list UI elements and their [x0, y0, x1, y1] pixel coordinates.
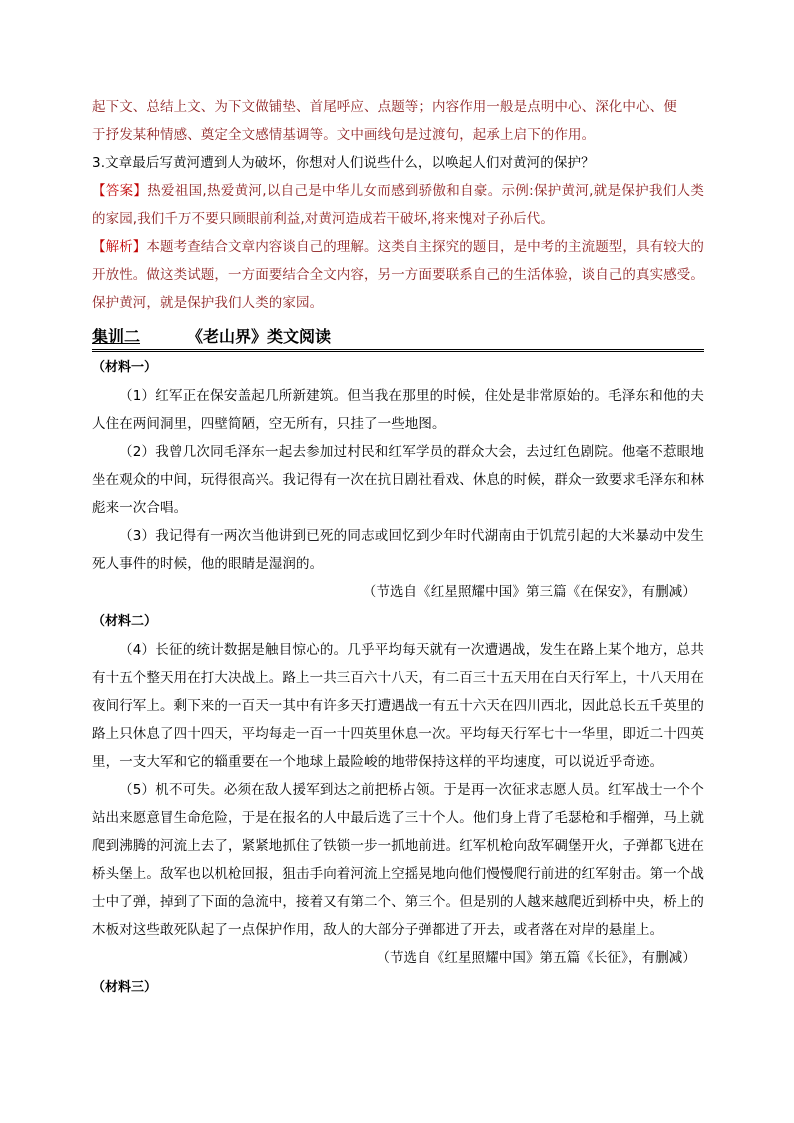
- analysis-continuation-line2: 于抒发某种情感、奠定全文感情基调等。文中画线句是过渡句，起承上启下的作用。: [92, 127, 596, 143]
- answer-text: 热爱祖国,热爱黄河,以自己是中华儿女而感到骄傲和自豪。示例:保护黄河,就是保护我们人类的家园,我们千万不要只顾眼前利益,对黄河造成若干破坏,将来愧对子孙后代。: [92, 183, 704, 227]
- paragraph-1: （1）红军正在保安盖起几所新建筑。但当我在那里的时候，住处是非常原始的。毛泽东和他的夫人住在两间洞里，四壁简陋，空无所有，只挂了一些地图。: [92, 388, 704, 432]
- paragraph-3: （3）我记得有一两次当他讲到已死的同志或回忆到少年时代湖南由于饥荒引起的大米暴动中发生死人事件的时候，他的眼睛是湿润的。: [92, 528, 704, 572]
- document-page: [92, 93, 704, 1002]
- section-number: 集训二: [92, 327, 141, 346]
- paragraph-2: （2）我曾几次同毛泽东一起去参加过村民和红军学员的群众大会，去过红色剧院。他毫不惹眼地坐在观众的中间，玩得很高兴。我记得有一次在抗日剧社看戏、休息的时候，群众一致要求毛泽东和林彪来一次合唱。: [92, 444, 704, 516]
- analysis-tag: 【解析】: [92, 239, 147, 255]
- answer-3: [92, 177, 704, 233]
- question-3: 3.文章最后写黄河遭到人为破坏，你想对人们说些什么，以唤起人们对黄河的保护？: [92, 155, 595, 171]
- material-1-source: （节选自《红星照耀中国》第三篇《在保安》，有删减）: [362, 584, 696, 600]
- section-heading: [92, 325, 704, 352]
- material-1-label: （材料一）: [92, 360, 158, 375]
- paragraph-4: （4）长征的统计数据是触目惊心的。几乎平均每天就有一次遭遇战，发生在路上某个地方，总共有十五个整天用在打大决战上。路上一共三百六十八天，有二百三十五天用在白天行军上，十八天用在夜间行军上。剩下来的一百天一其中有许多天打遭遇战一有五十六天在四川西北，因此总长五千英里的路上只休息了四十四天，平均每走一百一十四英里休息一次。平均每天行军七十一华里，即近二十四英里，一支大军和它的辎重要在一个地球上最险峻的地带保持这样的平均速度，可以说近乎奇迹。: [92, 642, 704, 770]
- paragraph-5: （5）机不可失。必须在敌人援军到达之前把桥占领。于是再一次征求志愿人员。红军战士一个个站出来愿意冒生命危险，于是在报名的人中最后选了三十个人。他们身上背了毛瑟枪和手榴弹，马上就爬到沸腾的河流上去了，紧紧地抓住了铁锁一步一抓地前进。红军机枪向敌军碉堡开火，子弹都飞进在桥头堡上。敌军也以机枪回报，狙击手向着河流上空摇晃地向他们慢慢爬行前进的红军射击。第一个战士中了弹，掉到了下面的急流中，接着又有第二个、第三个。但是别的人越来越爬近到桥中央，桥上的木板对这些敢死队起了一点保护作用，敌人的大部分子弹都进了开去，或者落在对岸的悬崖上。: [92, 782, 704, 938]
- analysis-text: 本题考查结合文章内容谈自己的理解。这类自主探究的题目，是中考的主流题型，具有较大的开放性。做这类试题，一方面要结合全文内容，另一方面要联系自己的生活体验，谈自己的真实感受。保护黄河，就是保护我们人类的家园。: [92, 239, 705, 311]
- analysis-continuation-line1: 起下文、总结上文、为下文做铺垫、首尾呼应、点题等；内容作用一般是点明中心、深化中心、便: [92, 99, 677, 115]
- material-3-label: （材料三）: [92, 980, 158, 995]
- answer-tag: 【答案】: [92, 183, 148, 199]
- material-2-label: （材料二）: [92, 614, 158, 629]
- section-title: 《老山界》类文阅读: [187, 327, 332, 346]
- analysis-3: [92, 233, 704, 317]
- material-2-source: （节选自《红星照耀中国》第五篇《长征》，有删减）: [376, 950, 696, 966]
